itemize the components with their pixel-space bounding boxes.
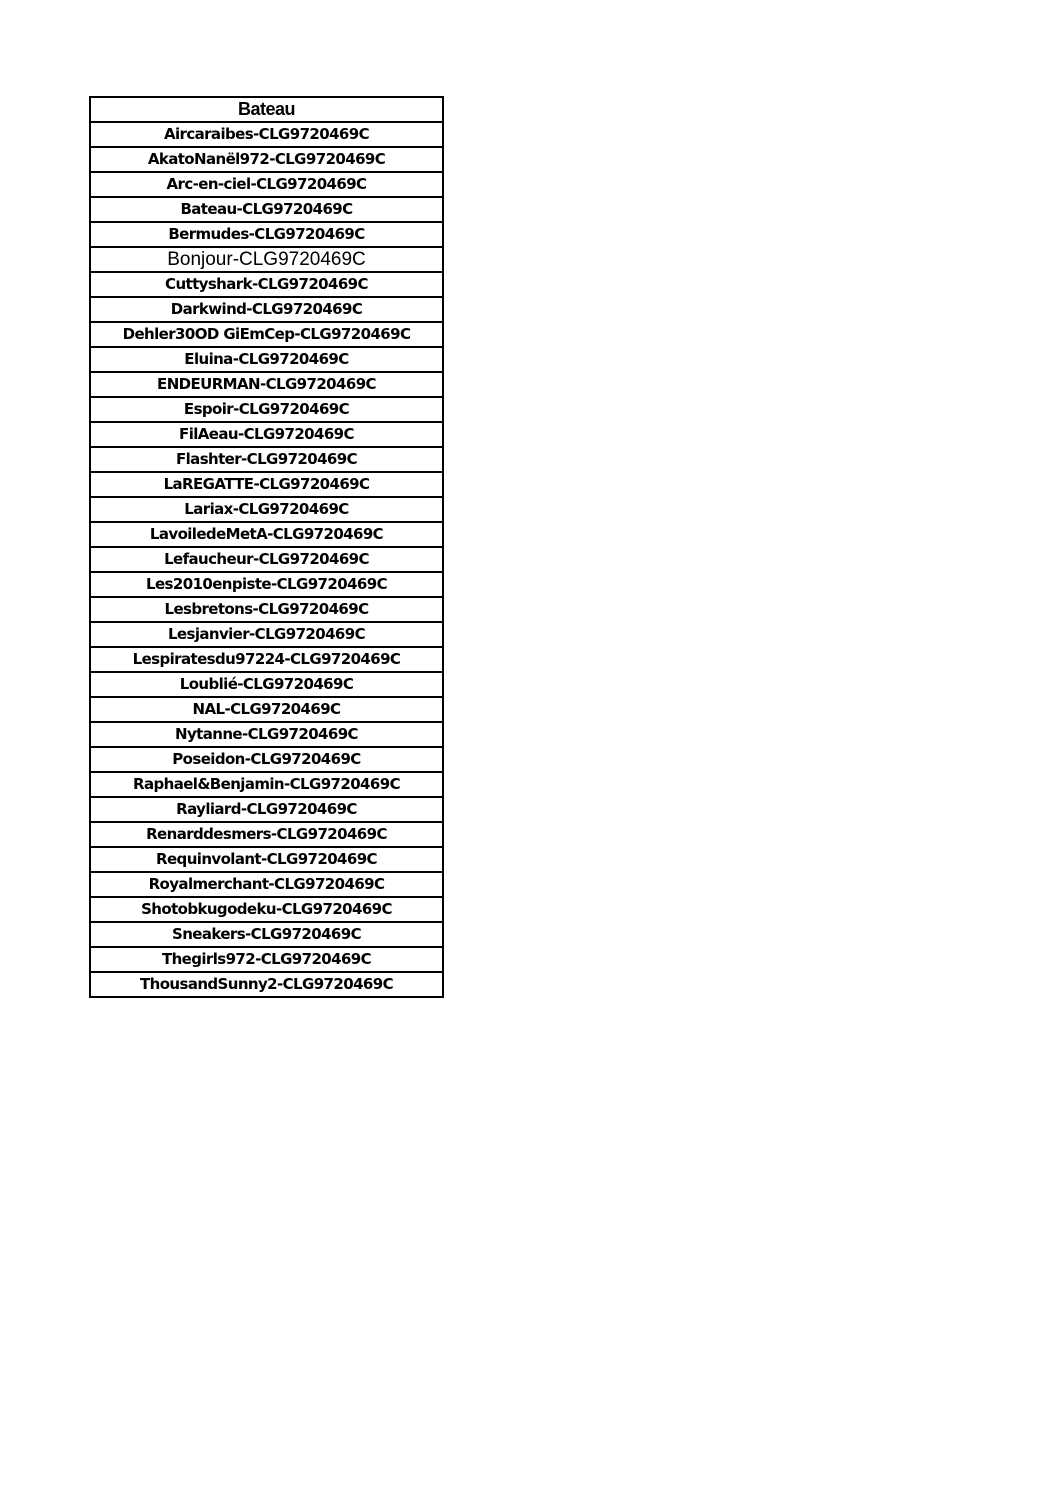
table-cell: Thegirls972-CLG9720469C (90, 947, 443, 972)
table-cell: FilAeau-CLG9720469C (90, 422, 443, 447)
table-row (90, 672, 443, 697)
table-cell: Bermudes-CLG9720469C (90, 222, 443, 247)
table-row (90, 622, 443, 647)
table-cell: LaREGATTE-CLG9720469C (90, 472, 443, 497)
table-cell: Bonjour-CLG9720469C (90, 247, 443, 272)
table-cell: Nytanne-CLG9720469C (90, 722, 443, 747)
table-cell: Lespiratesdu97224-CLG9720469C (90, 647, 443, 672)
boat-table (89, 96, 444, 998)
table-row (90, 822, 443, 847)
table-cell: Lesjanvier-CLG9720469C (90, 622, 443, 647)
table-row (90, 172, 443, 197)
table-cell: Lesbretons-CLG9720469C (90, 597, 443, 622)
table-cell: Espoir-CLG9720469C (90, 397, 443, 422)
table-row (90, 397, 443, 422)
table-cell: Eluina-CLG9720469C (90, 347, 443, 372)
table-row (90, 547, 443, 572)
table-row (90, 122, 443, 147)
table-row (90, 347, 443, 372)
table-row (90, 297, 443, 322)
table-row (90, 922, 443, 947)
column-header-bateau: Bateau (90, 97, 443, 122)
table-row (90, 422, 443, 447)
table-cell: Aircaraibes-CLG9720469C (90, 122, 443, 147)
table-row (90, 147, 443, 172)
table-row (90, 847, 443, 872)
table-row (90, 372, 443, 397)
table-cell: Renarddesmers-CLG9720469C (90, 822, 443, 847)
table-row (90, 897, 443, 922)
table-cell: Cuttyshark-CLG9720469C (90, 272, 443, 297)
table-cell: Poseidon-CLG9720469C (90, 747, 443, 772)
table-cell: Lefaucheur-CLG9720469C (90, 547, 443, 572)
table-row (90, 222, 443, 247)
table-cell: Flashter-CLG9720469C (90, 447, 443, 472)
table-row (90, 447, 443, 472)
table-cell: Royalmerchant-CLG9720469C (90, 872, 443, 897)
table-row (90, 322, 443, 347)
table-row (90, 497, 443, 522)
table-cell: Bateau-CLG9720469C (90, 197, 443, 222)
table-cell: ENDEURMAN-CLG9720469C (90, 372, 443, 397)
table-cell: Shotobkugodeku-CLG9720469C (90, 897, 443, 922)
table-row (90, 697, 443, 722)
table-row (90, 947, 443, 972)
table-cell: Darkwind-CLG9720469C (90, 297, 443, 322)
table-body (90, 122, 443, 997)
table-row (90, 797, 443, 822)
table-row (90, 722, 443, 747)
table-row (90, 247, 443, 272)
table-cell: Raphael&Benjamin-CLG9720469C (90, 772, 443, 797)
table-header-row (90, 97, 443, 122)
table-row (90, 872, 443, 897)
table-row (90, 197, 443, 222)
table-cell: NAL-CLG9720469C (90, 697, 443, 722)
table-row (90, 572, 443, 597)
table-cell: Dehler30OD GiEmCep-CLG9720469C (90, 322, 443, 347)
table-row (90, 272, 443, 297)
table-cell: AkatoNanël972-CLG9720469C (90, 147, 443, 172)
table-row (90, 772, 443, 797)
table-row (90, 647, 443, 672)
table-row (90, 597, 443, 622)
table-cell: Arc-en-ciel-CLG9720469C (90, 172, 443, 197)
table-cell: LavoiledeMetA-CLG9720469C (90, 522, 443, 547)
table-cell: Requinvolant-CLG9720469C (90, 847, 443, 872)
table-row (90, 747, 443, 772)
table-row (90, 522, 443, 547)
table-row (90, 472, 443, 497)
table-cell: ThousandSunny2-CLG9720469C (90, 972, 443, 997)
table-row (90, 972, 443, 997)
table-cell: Loublié-CLG9720469C (90, 672, 443, 697)
table-cell: Les2010enpiste-CLG9720469C (90, 572, 443, 597)
table-cell: Rayliard-CLG9720469C (90, 797, 443, 822)
table-cell: Lariax-CLG9720469C (90, 497, 443, 522)
table-cell: Sneakers-CLG9720469C (90, 922, 443, 947)
